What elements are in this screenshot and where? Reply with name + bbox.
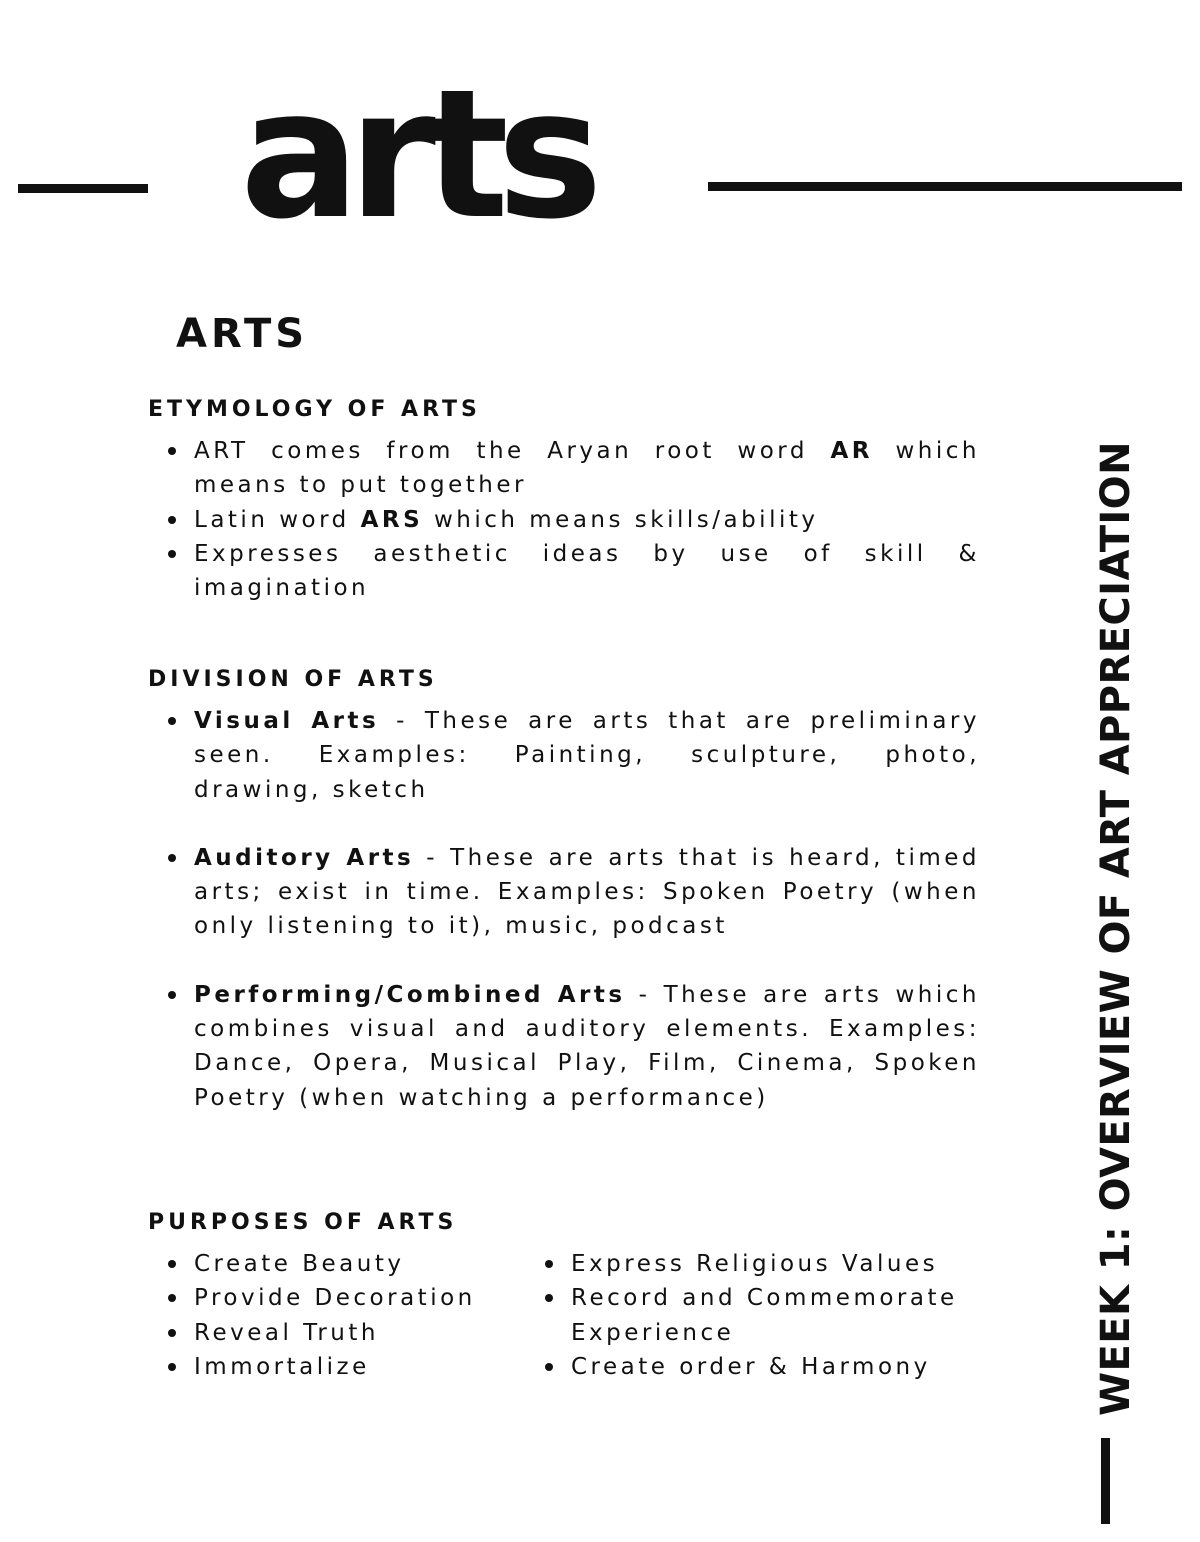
item-text: ART comes from the Aryan root word [194, 438, 831, 464]
list-item [164, 704, 980, 807]
list-item: Record and Commemorate Experience [541, 1281, 981, 1350]
week-side-title: WEEK 1: OVERVIEW OF ART APPRECIATION [1093, 441, 1139, 1416]
etymology-list [164, 434, 980, 605]
list-item: Create order & Harmony [541, 1350, 981, 1384]
page-heading: ARTS [176, 311, 309, 357]
etymology-title: ETYMOLOGY OF ARTS [148, 397, 481, 422]
list-item: Provide Decoration [164, 1281, 524, 1315]
list-item: Express Religious Values [541, 1247, 981, 1281]
item-text: which means skills/ability [423, 506, 819, 533]
item-text: Latin word [194, 506, 361, 533]
decorative-rule-left [18, 184, 148, 193]
item-text: which means to put together [194, 438, 980, 499]
item-bold-text: Visual Arts [194, 708, 380, 734]
item-bold-text: Auditory Arts [194, 844, 415, 871]
item-text: - These are arts that is heard, timed arts; exist in time. Examples: Spoken Poetry (when only listening to it), music, podcast [194, 844, 980, 940]
item-text: - These are arts which combines visual and auditory elements. Examples: Dance, Opera, Musical Play, Film, Cinema, Spoken Poetry (when watching a performance) [194, 981, 980, 1111]
list-item [164, 537, 980, 606]
list-item [164, 978, 980, 1115]
masthead-title: arts [240, 51, 591, 258]
list-item [164, 503, 980, 537]
list-item: Create Beauty [164, 1247, 524, 1281]
purposes-list-left [164, 1247, 524, 1384]
decorative-rule-vertical [1101, 1438, 1110, 1524]
division-title: DIVISION OF ARTS [148, 667, 438, 692]
decorative-rule-right [708, 182, 1182, 191]
list-item: Reveal Truth [164, 1316, 524, 1350]
list-item: Immortalize [164, 1350, 524, 1384]
item-bold-text: AR [830, 438, 873, 464]
list-item [164, 841, 980, 944]
purposes-title: PURPOSES OF ARTS [148, 1210, 458, 1235]
item-text: - These are arts that are preliminary seen. Examples: Painting, sculpture, photo, drawing, sketch [194, 708, 980, 803]
purposes-list-right [541, 1247, 981, 1384]
list-item [164, 434, 980, 503]
division-list [164, 704, 980, 1149]
item-bold-text: Performing/Combined Arts [194, 981, 626, 1008]
item-text: Expresses aesthetic ideas by use of skill & imagination [194, 540, 980, 602]
item-bold-text: ARS [360, 506, 424, 533]
